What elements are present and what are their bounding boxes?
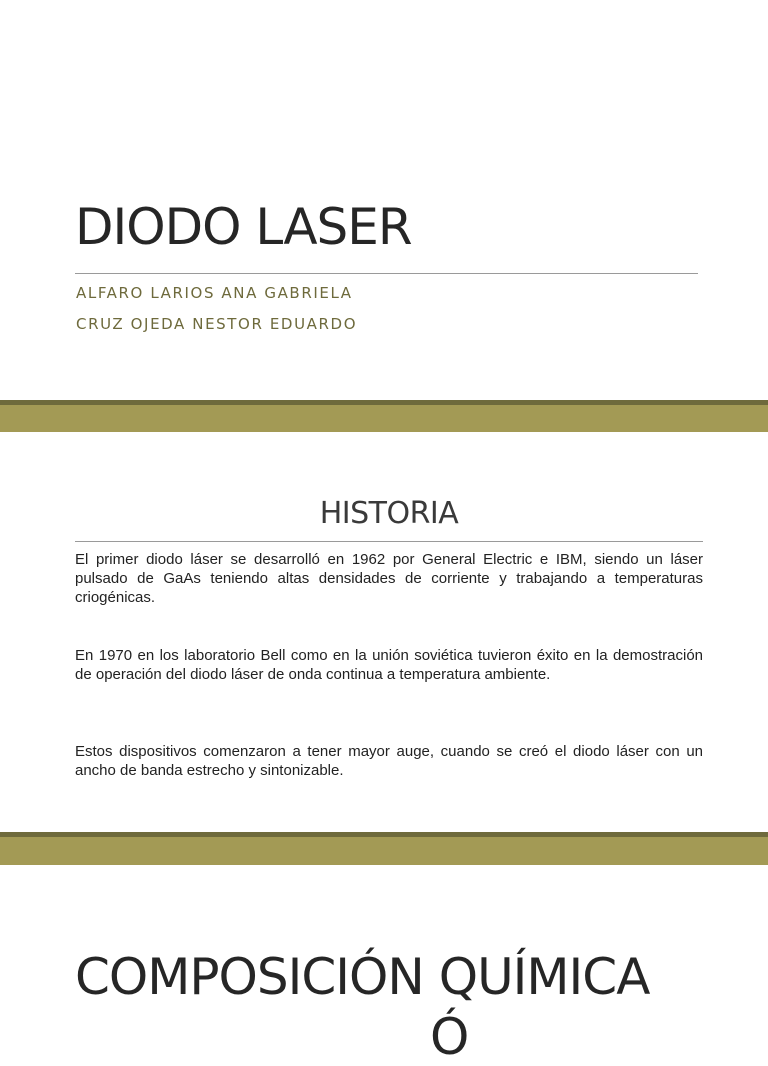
title-divider: [75, 273, 698, 274]
body-paragraph: El primer diodo láser se desarrolló en 1962 por General Electric e IBM, siendo un láser pulsado de GaAs teniendo altas densidades de corriente y trabajando a temperaturas criogénicas.: [75, 551, 703, 606]
body-paragraph: En 1970 en los laboratorio Bell como en la unión soviética tuvieron éxito en la demostración de operación del diodo láser de onda continua a temperatura ambiente.: [75, 647, 703, 683]
author-name: CRUZ OJEDA NESTOR EDUARDO: [76, 315, 358, 333]
slide-title: COMPOSICIÓN QUÍMICA: [75, 948, 650, 1006]
section-divider: [75, 541, 703, 542]
slide-separator: [0, 832, 768, 866]
body-paragraph: Estos dispositivos comenzaron a tener mayor auge, cuando se creó el diodo láser con un ancho de banda estrecho y sintonizable.: [75, 743, 703, 779]
section-title: HISTORIA: [319, 496, 459, 531]
slide-title-continuation: Ó: [430, 1008, 470, 1066]
author-name: ALFARO LARIOS ANA GABRIELA: [76, 284, 353, 302]
slide-title: DIODO LASER: [75, 198, 412, 256]
slide-separator: [0, 400, 768, 433]
